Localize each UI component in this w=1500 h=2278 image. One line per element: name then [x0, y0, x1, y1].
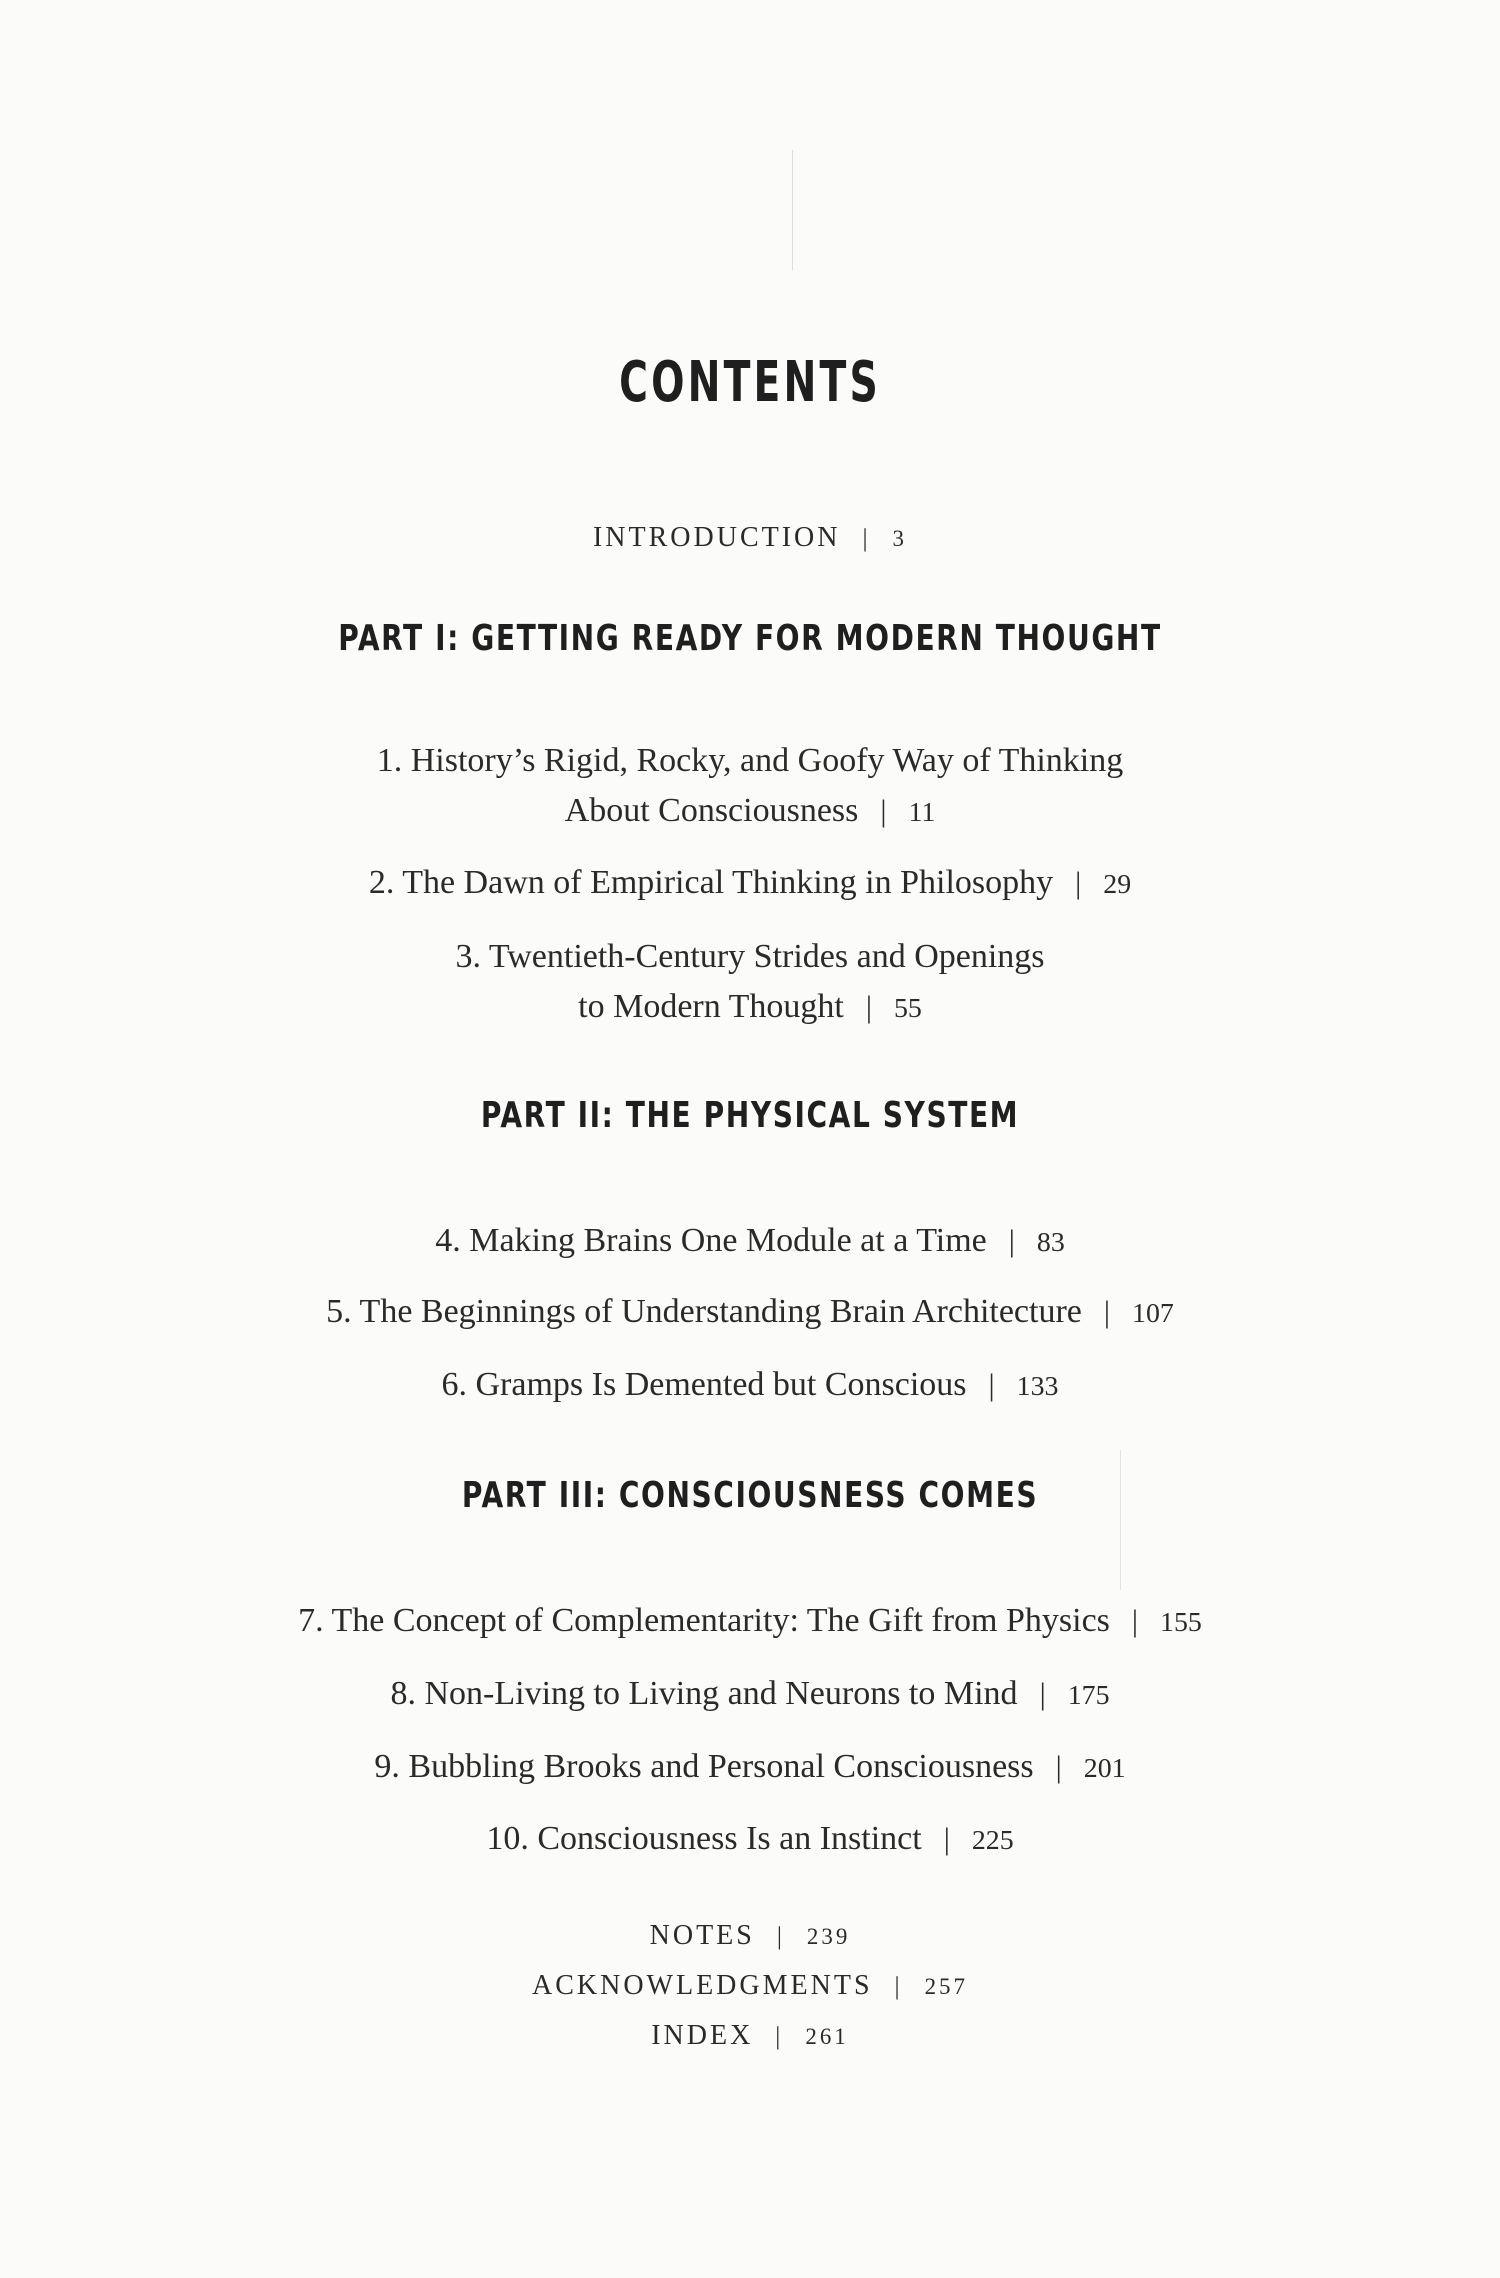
separator: |: [943, 1822, 950, 1856]
entry-label: NOTES: [649, 1920, 755, 1951]
part-heading: PART II: THE PHYSICAL SYSTEM: [480, 1095, 1020, 1136]
page-number: 11: [908, 797, 936, 828]
toc-entry-chapter-10[interactable]: [0, 1820, 1500, 1858]
toc-entry-chapter-1[interactable]: [0, 792, 1500, 830]
page-number: 261: [805, 2024, 849, 2049]
toc-entry-chapter-7[interactable]: [0, 1602, 1500, 1640]
toc-entry-chapter-1-line-1[interactable]: 1. History’s Rigid, Rocky, and Goofy Way of Thinking: [376, 742, 1124, 779]
entry-label: 6. Gramps Is Demented but Conscious: [441, 1366, 967, 1403]
separator: |: [1131, 1604, 1139, 1638]
entry-label: ACKNOWLEDGMENTS: [531, 1970, 873, 2001]
toc-entry-chapter-6[interactable]: [0, 1366, 1500, 1404]
toc-entry-chapter-9[interactable]: [0, 1748, 1500, 1786]
page-number: 239: [806, 1924, 851, 1949]
page-artifact-line: [792, 150, 793, 270]
toc-entry-chapter-4[interactable]: [0, 1222, 1500, 1260]
page-number: 155: [1160, 1607, 1202, 1638]
entry-label: 9. Bubbling Brooks and Personal Consciousness: [374, 1748, 1034, 1785]
toc-entry-index[interactable]: [0, 2020, 1500, 2052]
page-artifact-line: [1120, 1450, 1121, 1590]
entry-label: 8. Non-Living to Living and Neurons to Mind: [390, 1675, 1018, 1712]
separator: |: [1008, 1224, 1015, 1258]
toc-entry-chapter-2[interactable]: [0, 864, 1500, 902]
separator: |: [894, 1973, 903, 2000]
entry-label: INTRODUCTION: [592, 522, 841, 553]
separator: |: [865, 990, 872, 1024]
page-number: 3: [892, 526, 908, 551]
entry-label: to Modern Thought: [578, 988, 844, 1025]
part-heading: PART III: CONSCIOUSNESS COMES: [461, 1475, 1039, 1516]
entry-label: 5. The Beginnings of Understanding Brain Architecture: [326, 1293, 1082, 1330]
separator: |: [880, 794, 887, 828]
toc-entry-introduction[interactable]: [0, 522, 1500, 554]
entry-label: 10. Consciousness Is an Instinct: [486, 1820, 922, 1857]
page-number: 175: [1067, 1680, 1110, 1711]
entry-label: 2. The Dawn of Empirical Thinking in Philosophy: [368, 864, 1054, 901]
separator: |: [1039, 1677, 1046, 1711]
page-number: 83: [1036, 1227, 1065, 1258]
toc-entry-chapter-3[interactable]: [0, 988, 1500, 1026]
page-number: 133: [1016, 1371, 1059, 1402]
entry-label: 7. The Concept of Complementarity: The Gift from Physics: [298, 1602, 1110, 1639]
separator: |: [862, 525, 871, 552]
separator: |: [1055, 1750, 1062, 1784]
page-number: 257: [924, 1974, 968, 1999]
toc-entry-chapter-5[interactable]: [0, 1293, 1500, 1331]
page-number: 29: [1103, 869, 1132, 900]
separator: |: [775, 2023, 784, 2050]
toc-entry-acknowledgments[interactable]: [0, 1970, 1500, 2002]
toc-entry-notes[interactable]: [0, 1920, 1500, 1952]
entry-label: About Consciousness: [564, 792, 859, 829]
page-number: 225: [971, 1825, 1014, 1856]
part-heading: PART I: GETTING READY FOR MODERN THOUGHT: [338, 618, 1162, 659]
page-number: 201: [1083, 1753, 1126, 1784]
page-number: 107: [1132, 1298, 1174, 1329]
page-number: 55: [893, 993, 922, 1024]
page-title: CONTENTS: [619, 350, 881, 415]
entry-label: INDEX: [651, 2020, 754, 2051]
entry-label: 4. Making Brains One Module at a Time: [435, 1222, 987, 1259]
separator: |: [776, 1923, 785, 1950]
toc-entry-chapter-8[interactable]: [0, 1675, 1500, 1713]
separator: |: [988, 1368, 995, 1402]
toc-entry-chapter-3-line-1[interactable]: 3. Twentieth-Century Strides and Openings: [455, 938, 1045, 975]
separator: |: [1103, 1295, 1110, 1329]
separator: |: [1075, 866, 1082, 900]
